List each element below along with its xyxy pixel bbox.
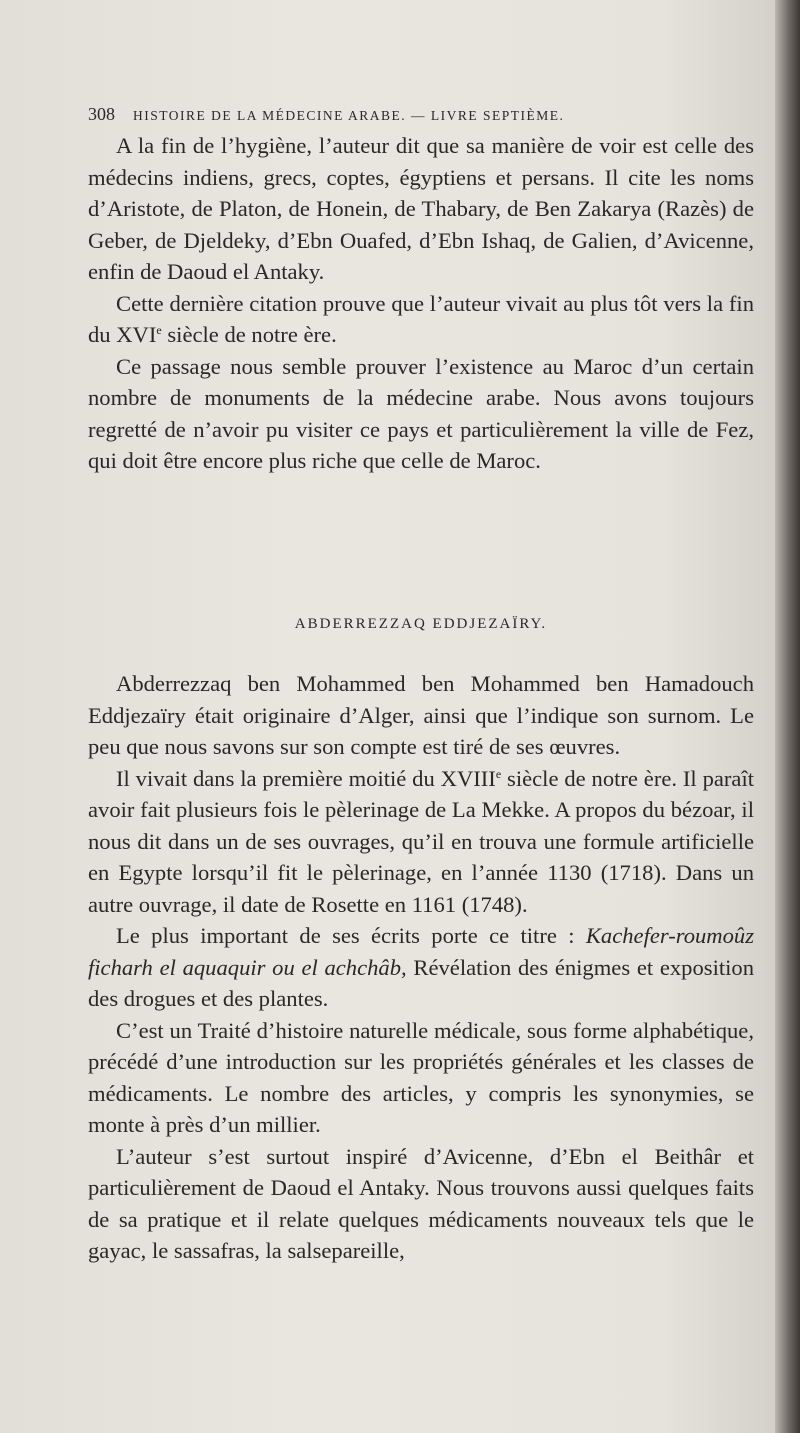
paragraph: Il vivait dans la première moitié du XVIIIe siècle de notre ère. Il paraît avoir fait plusieurs fois le pèlerinage de La Mekke. A propos du bézoar, il nous dit dans un de ses ouvrages, qu’il en trouva une formule artificielle en Egypte lorsqu’il fit le pèlerinage, en l’année 1130 (1718). Dans un autre ouvrage, il date de Rosette en 1161 (1748). bbox=[88, 765, 754, 917]
page-edge-shadow bbox=[775, 0, 800, 1433]
paragraph: Cette dernière citation prouve que l’auteur vivait au plus tôt vers la fin du XVIe siècle de notre ère. bbox=[88, 290, 754, 347]
paragraph: C’est un Traité d’histoire naturelle médicale, sous forme alphabétique, précédé d’une introduction sur les propriétés générales et les classes de médicaments. Le nombre des articles, y compris les synonymies, se monte à près d’un millier. bbox=[88, 1017, 754, 1137]
work-title: Kachefer-roumoûz ficharh el aquaquir ou el achchâb, bbox=[88, 923, 754, 980]
section-heading: ABDERREZZAQ EDDJEZAÏRY. bbox=[294, 616, 548, 632]
page-number: 308 bbox=[88, 104, 115, 124]
text-block-2 bbox=[88, 668, 754, 1267]
paragraph: L’auteur s’est surtout inspiré d’Avicenne, d’Ebn el Beithâr et particulièrement de Daoud el Antaky. Nous trouvons aussi quelques faits de sa pratique et il relate quelques médicaments nouveaux tels que le gayac, le sassafras, la salsepareille, bbox=[88, 1143, 754, 1263]
paragraph: Abderrezzaq ben Mohammed ben Mohammed ben Hamadouch Eddjezaïry était originaire d’Alger, ainsi que l’indique son surnom. Le peu que nous savons sur son compte est tiré de ses œuvres. bbox=[88, 671, 754, 759]
running-title: HISTOIRE DE LA MÉDECINE ARABE. — LIVRE SEPTIÈME. bbox=[133, 108, 565, 123]
running-header bbox=[88, 104, 758, 125]
paragraph: Ce passage nous semble prouver l’existence au Maroc d’un certain nombre de monuments de la médecine arabe. Nous avons toujours regretté de n’avoir pu visiter ce pays et particulièrement la ville de Fez, qui doit être encore plus riche que celle de Maroc. bbox=[88, 353, 754, 473]
text-block-1 bbox=[88, 130, 754, 477]
paragraph: A la fin de l’hygiène, l’auteur dit que sa manière de voir est celle des médecins indiens, grecs, coptes, égyptiens et persans. Il cite les noms d’Aristote, de Platon, de Honein, de Thabary, de Ben Zakarya (Razès) de Geber, de Djeldeky, d’Ebn Ouafed, d’Ebn Ishaq, de Galien, d’Avicenne, enfin de Daoud el Antaky. bbox=[88, 133, 754, 284]
paragraph: Le plus important de ses écrits porte ce titre : Kachefer-roumoûz ficharh el aquaquir ou el achchâb, Révélation des énigmes et exposition des drogues et des plantes. bbox=[88, 923, 754, 1011]
